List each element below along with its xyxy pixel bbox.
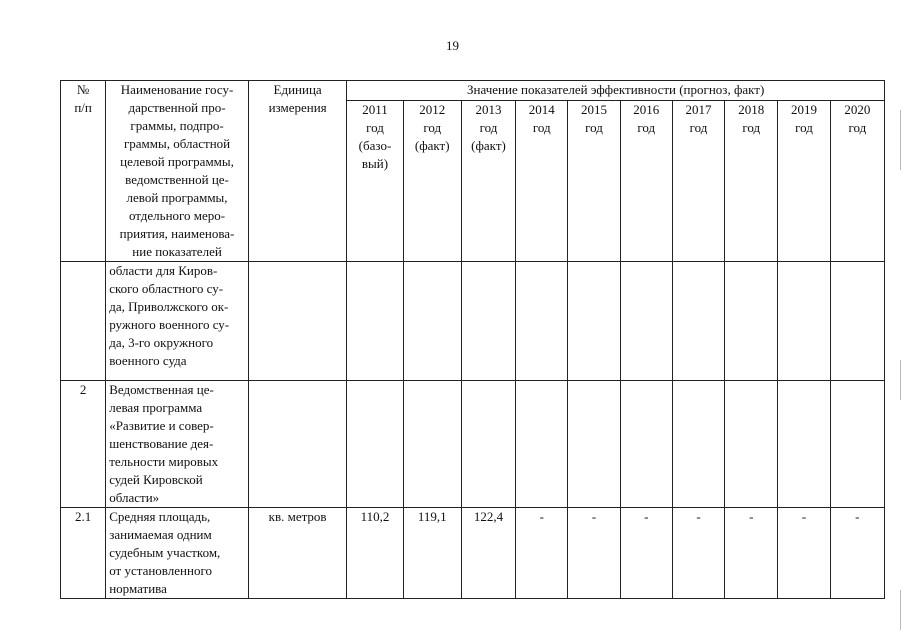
header-name-line: граммы, областной [123,136,231,151]
header-year-2015 [568,100,620,261]
header-unit [248,81,346,262]
header-year-2018 [725,100,778,261]
row-value [620,381,672,508]
row-number: 2.1 [61,508,106,599]
header-name-line: Наименование госу- [120,82,234,97]
header-name-line: отдельного меро- [128,208,226,223]
year-sublabel: год [585,119,603,135]
row-value: - [568,508,620,599]
row-name-line: судебным участком, [109,545,221,560]
row-unit [248,381,346,508]
row-value [725,262,778,381]
row-value: 119,1 [403,508,461,599]
row-name-line: норматива [109,581,167,596]
row-value [830,381,884,508]
table-row [61,262,885,381]
row-name-line: ского областного су- [109,281,224,296]
row-value: - [725,508,778,599]
row-value: - [516,508,568,599]
row-name-line: области» [109,490,160,505]
year-sublabel: год [366,119,384,135]
row-name-line: да, Приволжского ок- [109,299,229,314]
row-value [516,262,568,381]
scan-edge-mark [900,110,901,170]
row-name-line: судей Кировской [109,472,203,487]
scan-edge-mark [900,360,901,400]
year-sublabel: год [689,119,708,135]
header-name-line: приятия, наименова- [119,226,235,241]
header-year-2013 [461,100,515,261]
year-label: 2013 [475,101,502,117]
year-sublabel: год [423,119,442,135]
year-sublabel: (базо- [358,137,392,153]
row-value [403,381,461,508]
year-sublabel: год [848,119,867,135]
header-year-2011 [347,100,403,261]
year-label: 2018 [738,101,765,117]
row-name-line: ружного военного су- [109,317,230,332]
row-value [403,262,461,381]
row-name-line: «Развитие и совер- [109,418,214,433]
table-row [61,381,885,508]
row-name [106,381,249,508]
header-unit-line: измерения [268,100,327,115]
row-value [620,262,672,381]
row-value [461,262,515,381]
year-label: 2020 [844,101,871,117]
row-name [106,262,249,381]
header-name-line: ние показателей [132,244,222,259]
row-value: 122,4 [461,508,515,599]
row-value [568,262,620,381]
row-name-line: занимаемая одним [109,527,212,542]
header-year-2020 [830,100,884,261]
header-number-line: № [76,82,90,97]
year-sublabel: год [742,119,761,135]
row-unit [248,262,346,381]
row-value: - [830,508,884,599]
row-name-line: от установленного [109,563,212,578]
header-year-2019 [778,100,830,261]
row-name-line: шенствование дея- [109,436,214,451]
header-name-line: граммы, подпро- [130,118,224,133]
header-year-2014 [516,100,568,261]
year-label: 2016 [633,101,660,117]
row-value [672,381,724,508]
year-label: 2011 [362,101,388,117]
row-value [725,381,778,508]
header-name-line: левой программы, [126,190,228,205]
year-sublabel: год [637,119,656,135]
row-number [61,262,106,381]
row-name-line: да, 3-го окружного [109,335,214,350]
year-label: 2014 [528,101,555,117]
row-value [516,381,568,508]
row-value: - [778,508,830,599]
performance-indicators-table [60,80,885,599]
header-number-line: п/п [74,100,92,115]
header-name-line: целевой программы, [120,154,234,169]
header-name-line: дарственной про- [128,100,226,115]
header-name [106,81,249,262]
row-unit: кв. метров [248,508,346,599]
row-name-line: военного суда [109,353,187,368]
header-year-2016 [620,100,672,261]
header-name-line: ведомственной це- [125,172,229,187]
year-sublabel: год [532,119,551,135]
row-value [830,262,884,381]
page-number: 19 [446,38,459,53]
row-value: 110,2 [347,508,403,599]
row-name-line: левая программа [109,400,203,415]
row-value [672,262,724,381]
year-label: 2012 [419,101,446,117]
row-name [106,508,249,599]
header-unit-line: Единица [273,82,322,97]
row-name-line: Средняя площадь, [109,509,211,524]
row-value: - [672,508,724,599]
row-value [778,262,830,381]
header-year-2012 [403,100,461,261]
row-number: 2 [61,381,106,508]
year-sublabel: вый) [361,155,389,171]
header-year-2017 [672,100,724,261]
row-name-line: области для Киров- [109,263,218,278]
row-value [347,381,403,508]
table-row [61,508,885,599]
year-sublabel: год [479,119,498,135]
year-label: 2015 [581,101,607,117]
year-label: 2017 [685,101,712,117]
row-value [778,381,830,508]
scan-edge-mark [900,590,901,630]
row-value [347,262,403,381]
year-sublabel: (факт) [414,137,450,153]
row-value [461,381,515,508]
year-sublabel: (факт) [471,137,506,153]
row-value: - [620,508,672,599]
row-name-line: Ведомственная це- [109,382,214,397]
header-group-title: Значение показателей эффективности (прогноз, факт) [347,81,885,101]
header-number [61,81,106,262]
table-header-row [61,81,885,101]
year-label: 2019 [791,101,817,117]
row-value [568,381,620,508]
row-name-line: тельности мировых [109,454,219,469]
year-sublabel: год [795,119,813,135]
